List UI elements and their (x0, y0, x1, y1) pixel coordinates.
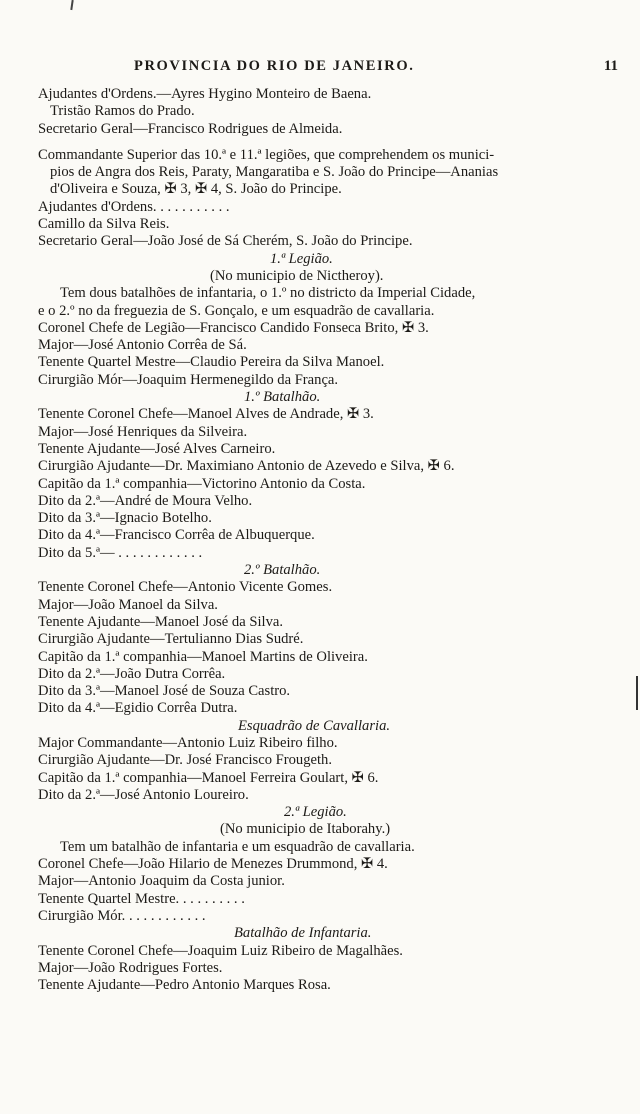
text-line: Major—Antonio Joaquim da Costa junior. (38, 873, 285, 890)
text-line: Capitão da 1.ª companhia—Manoel Martins de Oliveira. (38, 648, 368, 665)
text-line: Coronel Chefe de Legião—Francisco Candido Fonseca Brito, ✠ 3. (38, 319, 429, 336)
text-line: Tem dous batalhões de infantaria, o 1.º no districto da Imperial Cidade, (60, 285, 476, 302)
text-line: Tenente Ajudante—Manoel José da Silva. (38, 613, 283, 630)
text-line: Tristão Ramos do Prado. (50, 103, 195, 120)
text-line: Tenente Quartel Mestre—Claudio Pereira da Silva Manoel. (38, 354, 385, 371)
text-line: Major—José Antonio Corrêa de Sá. (38, 337, 247, 354)
text-line: Dito da 3.ª—Manoel José de Souza Castro. (38, 683, 291, 700)
text-line: e o 2.º no da freguezia de S. Gonçalo, e um esquadrão de cavallaria. (38, 302, 435, 319)
text-line: Cirurgião Ajudante—Tertulianno Dias Sudré. (38, 631, 304, 648)
text-line: Cirurgião Mór. . . . . . . . . . . . (38, 907, 206, 924)
text-line: Commandante Superior das 10.ª e 11.ª legiões, que comprehendem os munici- (38, 146, 495, 163)
margin-mark (636, 676, 638, 710)
text-line: Cirurgião Ajudante—Dr. Maximiano Antonio de Azevedo e Silva, ✠ 6. (38, 458, 455, 475)
text-line: Ajudantes d'Ordens.—Ayres Hygino Monteiro de Baena. (38, 86, 372, 102)
text-line: Dito da 4.ª—Francisco Corrêa de Albuquerque. (38, 527, 315, 544)
text-line: Dito da 3.ª—Ignacio Botelho. (38, 510, 212, 527)
text-line: Tem um batalhão de infantaria e um esquadrão de cavallaria. (60, 838, 415, 855)
text-line: Major—João Manoel da Silva. (38, 596, 218, 613)
text-line: pios de Angra dos Reis, Paraty, Mangaratiba e S. João do Principe—Ananias (50, 164, 499, 181)
section-subheading: (No municipio de Itaborahy.) (220, 821, 391, 838)
text-line: Tenente Quartel Mestre. . . . . . . . . . (38, 890, 245, 907)
text-line: Dito da 2.ª—José Antonio Loureiro. (38, 786, 249, 803)
page-header (38, 58, 618, 86)
text-line: Dito da 4.ª—Egidio Corrêa Dutra. (38, 700, 238, 717)
page (38, 58, 618, 994)
page-number: 11 (603, 58, 618, 74)
section-subheading: (No municipio de Nictheroy). (210, 267, 384, 284)
text-line: Cirurgião Ajudante—Dr. José Francisco Frougeth. (38, 752, 332, 769)
text-line: Major—José Henriques da Silveira. (38, 423, 248, 440)
text-line: Coronel Chefe—João Hilario de Menezes Drummond, ✠ 4. (38, 856, 388, 873)
section-heading: 2.º Batalhão. (244, 562, 321, 579)
text-line: Tenente Coronel Chefe—Joaquim Luiz Ribeiro de Magalhães. (38, 942, 403, 959)
text-line: Dito da 2.ª—André de Moura Velho. (38, 492, 253, 509)
section-heading: 1.º Batalhão. (244, 389, 321, 406)
text-line: Secretario Geral—João José de Sá Cherém, S. João do Principe. (38, 233, 413, 250)
running-title: PROVINCIA DO RIO DE JANEIRO. (134, 58, 415, 74)
text-line: Dito da 5.ª— . . . . . . . . . . . . (38, 544, 203, 561)
text-line: Major—João Rodrigues Fortes. (38, 959, 223, 976)
ink-mark (70, 0, 73, 10)
section-heading: 2.ª Legião. (284, 804, 347, 821)
text-line: Tenente Ajudante—Pedro Antonio Marques Rosa. (38, 977, 331, 994)
text-line: Major Commandante—Antonio Luiz Ribeiro filho. (38, 734, 338, 751)
text-line: Capitão da 1.ª companhia—Manoel Ferreira Goulart, ✠ 6. (38, 769, 379, 786)
text-line: Tenente Ajudante—José Alves Carneiro. (38, 440, 276, 457)
text-line: Cirurgião Mór—Joaquim Hermenegildo da França. (38, 371, 339, 388)
text-line: Camillo da Silva Reis. (38, 216, 170, 233)
text-line: Secretario Geral—Francisco Rodrigues de Almeida. (38, 120, 343, 137)
section-heading: Batalhão de Infantaria. (234, 925, 372, 942)
text-line: d'Oliveira e Souza, ✠ 3, ✠ 4, S. João do Principe. (50, 181, 342, 198)
text-line: Tenente Coronel Chefe—Antonio Vicente Gomes. (38, 579, 333, 596)
section-heading: 1.ª Legião. (270, 250, 333, 267)
text-line: Tenente Coronel Chefe—Manoel Alves de Andrade, ✠ 3. (38, 406, 374, 423)
section-heading: Esquadrão de Cavallaria. (238, 717, 391, 734)
text-line: Ajudantes d'Ordens. . . . . . . . . . . (38, 198, 230, 215)
text-line: Capitão da 1.ª companhia—Victorino Antonio da Costa. (38, 475, 366, 492)
text-line: Dito da 2.ª—João Dutra Corrêa. (38, 665, 226, 682)
